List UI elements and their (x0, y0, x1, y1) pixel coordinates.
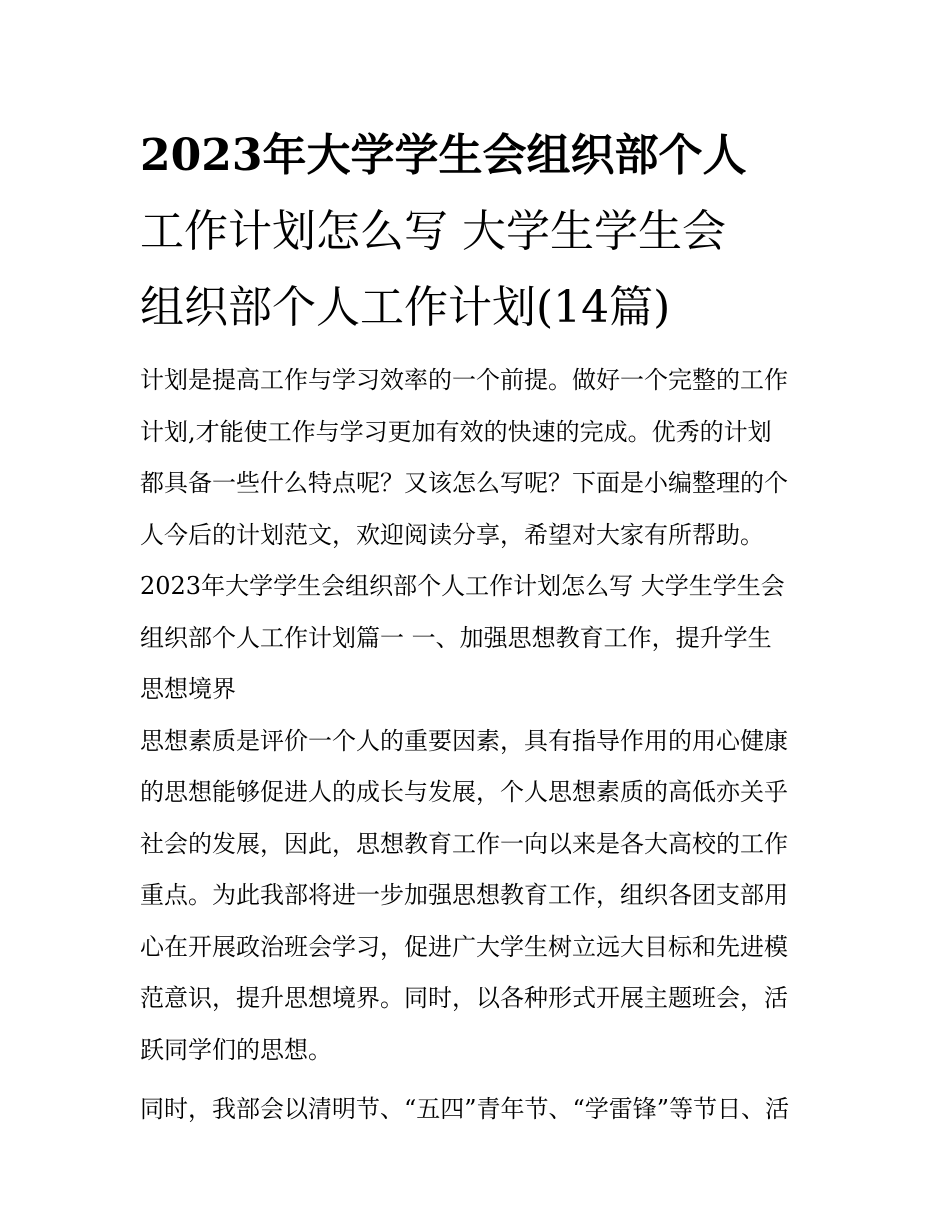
text-line: 的思想能够促进人的成长与发展，个人思想素质的高低亦关乎 (140, 778, 788, 806)
paragraph-gap (140, 1076, 820, 1084)
intro-paragraph (140, 355, 820, 561)
text-line: 范意识，提升思想境界。同时，以各种形式开展主题班会，活 (140, 984, 788, 1012)
text-line: 社会的发展，因此，思想教育工作一向以来是各大高校的工作 (140, 829, 788, 858)
text-line: 思想境界 (140, 675, 236, 703)
text-line: 人今后的计划范文，欢迎阅读分享，希望对大家有所帮助。 (140, 520, 764, 549)
text-line: 2023年大学学生会组织部个人工作计划怎么写 大学生学生会 (140, 572, 785, 600)
text-line: 心在开展政治班会学习，促进广大学生树立远大目标和先进模 (140, 932, 788, 961)
text-line: 都具备一些什么特点呢？又该怎么写呢？下面是小编整理的个 (140, 469, 788, 497)
text-line: 计划是提高工作与学习效率的一个前提。做好一个完整的工作 (140, 366, 788, 394)
text-line: 重点。为此我部将进一步加强思想教育工作，组织各团支部用 (140, 881, 788, 909)
paragraph (140, 1084, 820, 1136)
text-line: 计划,才能使工作与学习更加有效的快速的完成。优秀的计划 (140, 417, 772, 446)
document-title (140, 118, 820, 346)
title-line: 2023年大学学生会组织部个人 (140, 130, 747, 181)
paragraph (140, 716, 820, 1077)
text-line: 思想素质是评价一个人的重要因素，具有指导作用的用心健康 (140, 726, 788, 755)
title-line: 工作计划怎么写 大学生学生会 (140, 206, 726, 257)
text-line: 同时，我部会以清明节、“五四”青年节、“学雷锋”等节日、活 (140, 1095, 790, 1123)
text-line: 跃同学们的思想。 (140, 1035, 332, 1064)
text-line: 组织部个人工作计划篇一 一、加强思想教育工作，提升学生 (140, 623, 772, 652)
document-body (140, 355, 820, 1136)
title-line: 组织部个人工作计划(14篇) (140, 282, 671, 333)
section-heading (140, 561, 820, 716)
